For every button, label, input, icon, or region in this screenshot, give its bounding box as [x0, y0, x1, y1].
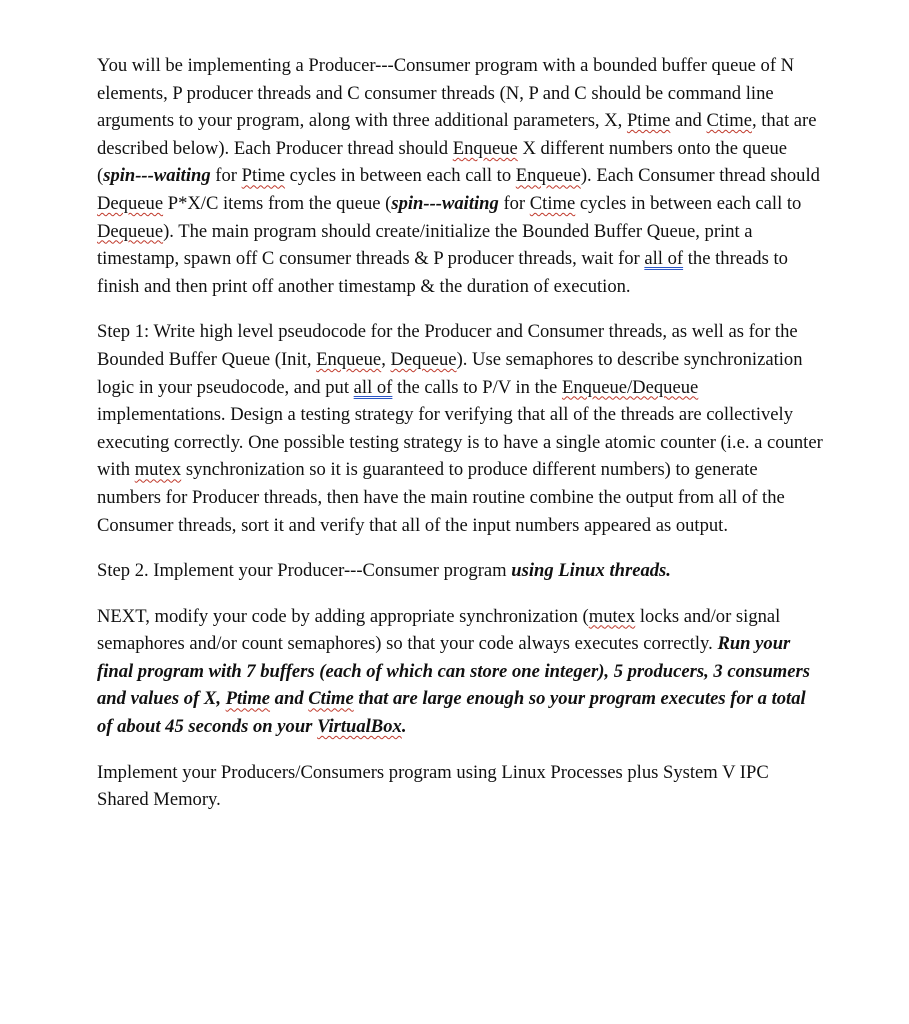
spellcheck-word: Dequeue	[97, 192, 164, 214]
spellcheck-word: mutex	[134, 459, 182, 481]
text-run: P*X/C items from the queue (	[163, 192, 392, 214]
spellcheck-word: Ptime	[225, 688, 271, 710]
text-run: You will be implementing a Producer---Consumer program with a bounded buffer queue of N elements, P producer threads and C consumer threads (N, P and C should be command line arguments to your program, along with three additional parameters, X,	[97, 55, 795, 132]
spellcheck-word: Ctime	[308, 688, 354, 710]
emphasis-text: that are large enough so your program executes for a total of about 45 seconds on your	[97, 688, 806, 738]
emphasis-text: and	[270, 688, 309, 710]
text-run: the threads to finish and then print off another timestamp & the duration of execution.	[97, 248, 788, 297]
emphasis-text: .	[401, 716, 407, 738]
spellcheck-word: Dequeue	[97, 220, 164, 242]
spellcheck-word: Enqueue	[452, 137, 518, 159]
spellcheck-word: VirtualBox	[317, 716, 402, 738]
spellcheck-word: Enqueue	[515, 165, 581, 187]
text-run: Step 2. Implement your Producer---Consumer program	[97, 560, 512, 582]
text-run: Step 1: Write high level pseudocode for the Producer and Consumer threads, as well as for the Bounded Buffer Queue (Init,	[97, 321, 798, 370]
text-run: ,	[381, 348, 391, 370]
emphasis-text: spin---waiting	[103, 165, 211, 187]
paragraph-processes: Implement your Producers/Consumers program using Linux Processes plus System V IPC Shared Memory.	[97, 761, 769, 811]
paragraph-intro	[97, 52, 825, 300]
emphasis-text: spin---waiting	[391, 192, 499, 214]
paragraph-next	[97, 603, 825, 741]
grammar-check-phrase: all of	[353, 376, 393, 398]
spellcheck-word: Ctime	[706, 110, 752, 132]
text-run: implementations. Design a testing strategy for verifying that all of the threads are collectively executing correctly. One possible testing strategy is to have a single atomic counter (i.e. a counter with	[97, 404, 823, 481]
spellcheck-word: Dequeue	[390, 348, 457, 370]
spellcheck-word: Enqueue	[316, 348, 382, 370]
spellcheck-word: Ptime	[241, 165, 286, 187]
text-run: for	[498, 192, 530, 214]
text-run: the calls to P/V in the	[392, 376, 562, 398]
text-run: ). Use semaphores to describe synchronization logic in your pseudocode, and put	[97, 348, 803, 398]
text-run: synchronization so it is guaranteed to produce different numbers) to generate numbers for Producer threads, then have the main routine combine the output from all of the Consumer threads, sort it and verify that all of the input numbers appeared as output.	[97, 459, 785, 536]
emphasis-text: using Linux threads.	[511, 560, 671, 582]
document-page	[97, 52, 825, 832]
text-run: ). The main program should create/initialize the Bounded Buffer Queue, print a timestamp, spawn off C consumer threads & P producer threads, wait for	[97, 220, 753, 270]
text-run: cycles in between each call to	[285, 165, 516, 187]
spellcheck-word: Ctime	[529, 192, 576, 214]
spellcheck-word: Enqueue/Dequeue	[561, 376, 699, 398]
text-run: and	[670, 110, 707, 132]
text-run: ). Each Consumer thread should	[580, 165, 820, 187]
spellcheck-word: Ptime	[626, 110, 671, 132]
spellcheck-word: mutex	[588, 605, 636, 627]
text-run: for	[210, 165, 242, 187]
grammar-check-phrase: all of	[644, 248, 684, 270]
text-run: NEXT, modify your code by adding appropriate synchronization (	[97, 605, 589, 627]
text-run: cycles in between each call to	[575, 192, 802, 214]
paragraph-step-1	[97, 318, 825, 539]
text-run: locks and/or signal semaphores and/or count semaphores) so that your code always executes correctly.	[97, 605, 781, 655]
text-run: , that are described below). Each Producer thread should	[97, 110, 817, 159]
emphasis-text: Run your final program with 7 buffers (each of which can store one integer), 5 producers, 3 consumers and values of X,	[97, 633, 810, 710]
paragraph-step-2	[97, 557, 825, 585]
text-run: X different numbers onto the queue (	[97, 137, 788, 187]
